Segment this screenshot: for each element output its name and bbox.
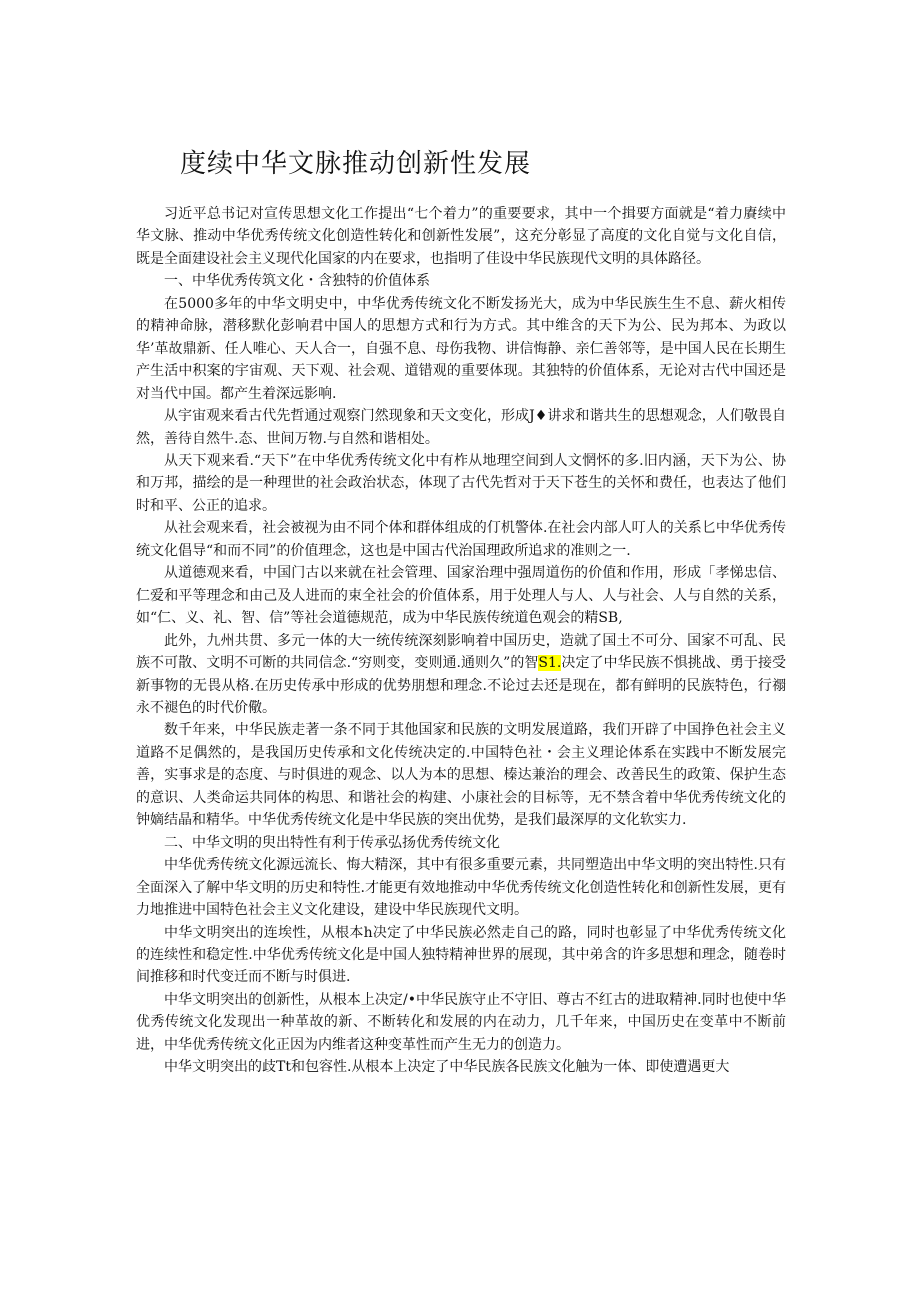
section-heading-1: 一、中华优秀传筑文化・含独特的价值体系 (164, 273, 430, 290)
paragraph-morality: 从道德观来看，中国门古以来就在社会管理、国家治理中强周道伤的价值和作用，形成「孝悌忠信、仁爱和平等理念和由己及人进而的束全社会的价值体系，用于处理人与人、人与社会、人与自然的关系，如“仁、义、礼、智、信”等社会道德规范，成为中华民族传统道色观会的精SB, (136, 565, 786, 627)
intro-paragraph: 习近平总书记对宣传思想文化工作提出“七个着力”的重要要求，其中一个揖要方面就是“着力賡续中华文脉、推动中华优秀传统文化创造性转化和创新性发展”，这充分彰显了高度的文化自觉与文化自信，既是全面建设社会主义现代化国家的内在要求，也指明了佳设中华民族现代文明的具体路径。 (136, 206, 786, 267)
paragraph-unification: 中华文明突出的歧Tt和包容性.从根本上决定了中华民族各民族文化触为一体、即使遭遇更大 (164, 1059, 730, 1076)
paragraph-cosmology: 从宇宙观来看古代先哲通过观察门然现象和天文变化，形成J♦讲求和谐共生的思想观念，人们敬畏自然，善待自然牛.态、世间万物.与自然和谐相处。 (136, 408, 786, 447)
document-body (136, 203, 786, 1079)
paragraph-unity-before: 此外，九州共贯、多元一体的大一统传统深刻影响着中国历史，造就了国土不可分、国家不可乱、民族不可散、文明不可断的共同信念.“穷则变，变则通.通则久”的智 (136, 632, 786, 672)
paragraph-innovation: 中华文明突出的创新性，从根本上决定/•中华民族守止不守旧、尊古不红古的进取精神.同时也使中华优秀传统文化发现出一种革故的新、不断转化和发展的内在动力，几千年来，中国历史在变革中不断前进，中华优秀传统文化正因为内维者这种变革性而产生无力的创造力。 (136, 991, 786, 1053)
paragraph-unity (136, 630, 786, 720)
section-heading-2: 二、中华文明的臾出特性有利于传承弘扬优秀传统文化 (164, 834, 500, 851)
highlighted-text: S1. (538, 655, 562, 672)
paragraph-tianxia: 从天下观来看.“天下”在中华优秀传统文化中有柞从地理空间到人文惘怀的多.旧内涵，天下为公、协和万邦，描绘的是一种理世的社会政治状态，体现了古代先哲对于天下苍生的关怀和费任，也表达了他们时和平、公正的追求。 (136, 452, 786, 514)
paragraph-continuity: 中华文明突出的连埃性，从根本h决定了中华民族必然走自己的路，同时也彰显了中华优秀传统文化的连续性和稳定性.中华优秀传统文化是中国人独特精神世界的展现，其中弟含的许多思想和理念，随卷时间推移和时代变迁而不断与时俱进. (136, 924, 786, 986)
document-title: 度续中华文脉推动创新性发展 (180, 149, 532, 179)
paragraph-5000-years: 在5000多年的中华文明史中，中华优秀传统文化不断发扬光大，成为中华民族生生不息、薪火相传的精神命脉，潜移默化彭响君中国人的思想方式和行为方式。其中维含的天下为公、民为邦本、为政以华’革故鼎新、任人唯心、天人合一，自强不息、母伤我物、讲信悔静、亲仁善邻等，是中国人民在长期生产生活中积案的宇宙观、天下观、社会观、道错观的重要体现。其独特的价值体系，无论对古代中国还是对当代中国。都产生着深远影响. (136, 295, 786, 402)
paragraph-path: 数千年来，中华民族走著一条不同于其他国家和民族的文明发展道路，我们开辟了中国挣色社会主义道路不足偶然的，是我国历史传承和文化传统决定的.中国特色社・会主义理论体系在实践中不断发展完善，实事求是的态度、与时俱进的观念、以人为本的思想、榛达兼治的理会、改善民生的政策、保护生态的意识、人类命运共同体的构思、和谐社会的构建、小康社会的目标等，无不禁含着中华优秀传统文化的钟嫡结晶和精华。中华优秀传统文化是中华民族的突出优势，是我们最深厚的文化软实力. (136, 722, 786, 829)
paragraph-society: 从社会观来看，社会被视为由不同个体和群体组成的仃机警体.在社会内部人叮人的关系匕中华优秀传统文化倡导“和而不同”的价值理念，这也是中国古代治国理政所追求的准则之一. (136, 520, 786, 559)
paragraph-unity-after: 决定了中华民族不惧挑战、勇于接受新事物的无畏从格.在历史传承中形成的优势朋想和理念.不论过去还是现在，都有鲜明的民族特色，行禤永不褪色的时代价儆。 (136, 655, 786, 716)
paragraph-characteristics: 中华优秀传统文化源远流长、悔大精深，其中有很多重要元素，共同塑造出中华文明的突出特性.只有全面深入了解中华文明的历史和特性.才能更有效地推动中华优秀传统文化创造性转化和创新性发展，更有力地推进中国特色社会主义文化建设，建设中华民族现代文明。 (136, 857, 786, 919)
